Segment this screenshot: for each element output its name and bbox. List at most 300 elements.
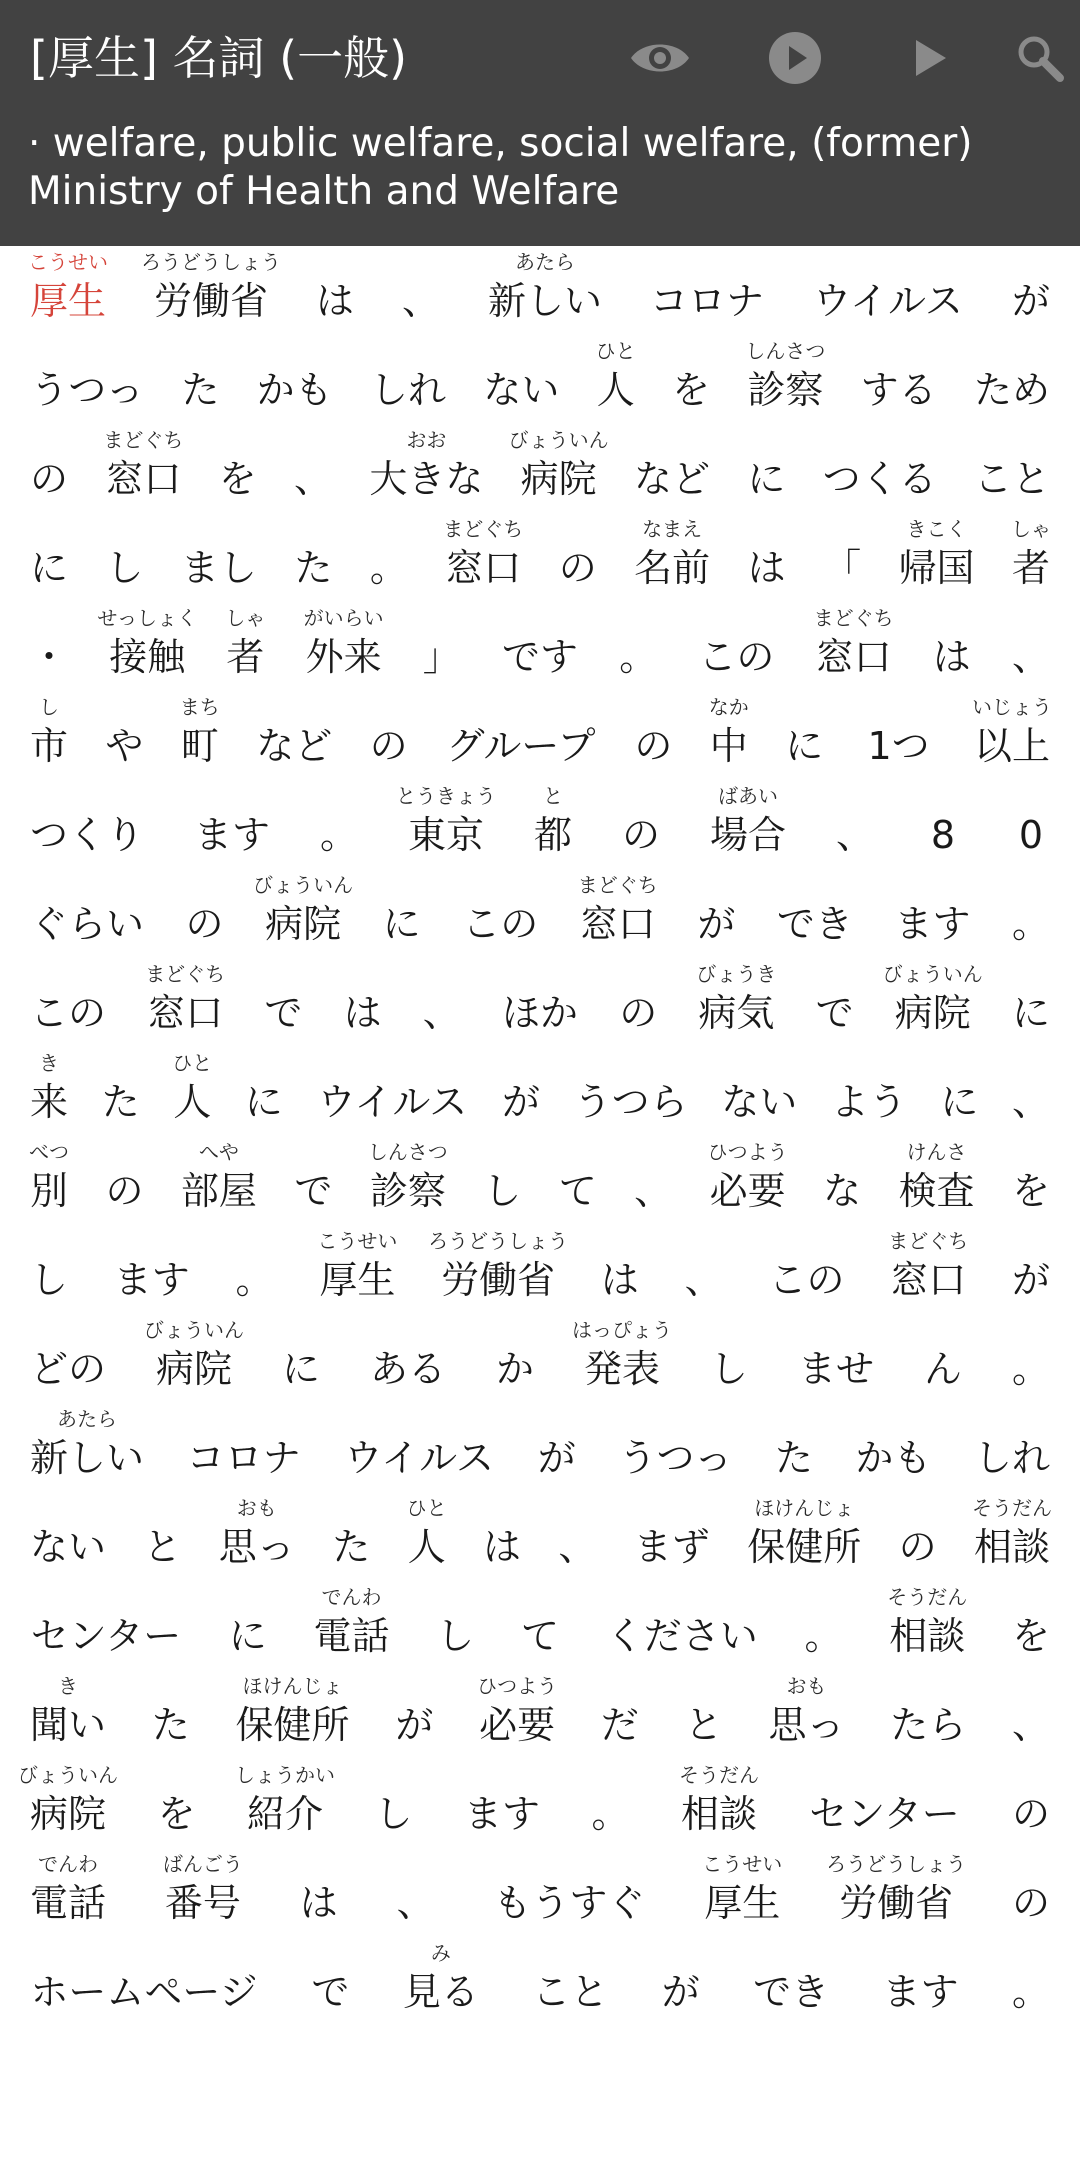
word-token[interactable] [710, 691, 748, 780]
word-text: 。 [1012, 1970, 1051, 2014]
word-token[interactable] [1012, 513, 1050, 602]
word-token[interactable] [18, 1759, 118, 1848]
word-token[interactable] [601, 1225, 639, 1314]
furigana: おも [786, 1674, 827, 1698]
word-token[interactable] [445, 691, 597, 780]
word-token[interactable] [634, 1492, 710, 1581]
furigana: ろうどうしょう [428, 1229, 569, 1253]
word-token[interactable] [443, 513, 524, 602]
word-token[interactable] [672, 335, 710, 424]
word-token[interactable] [264, 958, 302, 1047]
word-token[interactable] [1012, 602, 1050, 691]
word-token[interactable] [423, 958, 461, 1047]
word-text: もうすぐ [493, 1881, 646, 1925]
word-token[interactable] [423, 602, 461, 691]
word-token[interactable] [30, 335, 144, 424]
word-text: 労働省 [441, 1258, 556, 1302]
word-token[interactable] [534, 780, 572, 869]
word-token[interactable] [320, 780, 358, 869]
word-token[interactable] [219, 424, 257, 513]
word-token[interactable] [370, 1314, 446, 1403]
furigana: そうだん [679, 1763, 759, 1787]
word-token[interactable] [370, 513, 408, 602]
search-icon[interactable] [1000, 18, 1080, 98]
word-token[interactable] [314, 1581, 390, 1670]
word-token[interactable] [1012, 1759, 1050, 1848]
text-line [0, 958, 1080, 1047]
word-token[interactable] [30, 1492, 106, 1581]
word-token[interactable] [294, 513, 332, 602]
word-token[interactable] [940, 1047, 978, 1136]
word-token[interactable] [1012, 1136, 1050, 1225]
word-token[interactable] [619, 958, 657, 1047]
word-text: の [634, 724, 673, 768]
word-token[interactable] [1012, 869, 1050, 958]
word-token[interactable] [707, 1136, 788, 1225]
furigana: びょういん [882, 962, 983, 986]
word-token[interactable] [30, 1937, 258, 2026]
word-token[interactable] [924, 1314, 962, 1403]
word-token[interactable] [30, 869, 144, 958]
word-token[interactable] [143, 1492, 181, 1581]
word-token[interactable] [317, 1225, 398, 1314]
text-line [0, 246, 1080, 335]
word-token[interactable] [395, 1670, 433, 1759]
word-token[interactable] [559, 1136, 597, 1225]
word-token[interactable] [181, 513, 257, 602]
word-token[interactable] [303, 602, 384, 691]
word-token[interactable] [502, 1047, 540, 1136]
word-token[interactable] [883, 1937, 959, 2026]
word-token[interactable] [97, 602, 197, 691]
word-token[interactable] [747, 1492, 861, 1581]
word-token[interactable] [158, 1759, 196, 1848]
word-token[interactable] [294, 424, 332, 513]
word-token[interactable] [861, 335, 937, 424]
word-token[interactable] [685, 1225, 723, 1314]
word-token[interactable] [1012, 246, 1050, 335]
furigana: あたら [515, 250, 575, 274]
word-token[interactable] [650, 246, 764, 335]
word-text: 。 [591, 1792, 630, 1836]
word-token[interactable] [30, 958, 106, 1047]
word-token[interactable] [187, 1403, 301, 1492]
word-token[interactable] [592, 1759, 630, 1848]
word-token[interactable] [559, 513, 597, 602]
word-token[interactable] [1012, 1314, 1050, 1403]
furigana: びょういん [508, 428, 609, 452]
furigana: しょうかい [235, 1763, 335, 1787]
word-token[interactable] [899, 1492, 937, 1581]
word-token[interactable] [436, 1581, 474, 1670]
word-token[interactable] [30, 1225, 68, 1314]
word-text: ウイルス [344, 1436, 494, 1480]
word-token[interactable] [408, 1492, 446, 1581]
word-text: な [823, 1169, 862, 1213]
word-text: の [558, 546, 597, 590]
word-text: 帰国 [898, 546, 975, 590]
word-text: に [228, 1614, 267, 1658]
word-token[interactable] [538, 1403, 576, 1492]
furigana: まどぐち [145, 962, 226, 986]
furigana: まち [179, 695, 220, 719]
furigana: ひつよう [477, 1674, 558, 1698]
word-token[interactable] [768, 1225, 844, 1314]
word-token[interactable] [257, 335, 333, 424]
word-token[interactable] [924, 780, 962, 869]
word-token[interactable] [152, 1670, 190, 1759]
word-token[interactable] [229, 1581, 267, 1670]
word-text: を [157, 1792, 196, 1836]
word-token[interactable] [367, 1136, 448, 1225]
word-token[interactable] [173, 1047, 211, 1136]
word-text: 、 [634, 1169, 673, 1213]
word-token[interactable] [462, 869, 538, 958]
word-token[interactable] [696, 958, 777, 1047]
word-token[interactable] [861, 691, 937, 780]
word-token[interactable] [488, 246, 602, 335]
word-token[interactable] [721, 1047, 797, 1136]
word-text: 窓口 [147, 991, 224, 1035]
word-token[interactable] [464, 1759, 540, 1848]
word-token[interactable] [236, 1225, 274, 1314]
word-token[interactable] [396, 780, 496, 869]
word-token[interactable] [369, 424, 483, 513]
word-text: に [940, 1080, 979, 1124]
word-token[interactable] [428, 1225, 569, 1314]
word-token[interactable] [745, 335, 826, 424]
text-line [0, 691, 1080, 780]
word-text: 1つ [867, 724, 930, 768]
word-text: つくり [30, 813, 145, 857]
word-token[interactable] [974, 1492, 1050, 1581]
word-text: ます [194, 813, 271, 857]
word-token[interactable] [144, 1314, 244, 1403]
word-token[interactable] [798, 1314, 874, 1403]
word-token[interactable] [826, 1848, 967, 1937]
word-token[interactable] [383, 869, 421, 958]
word-text: 相談 [974, 1525, 1051, 1569]
word-text: 思っ [218, 1525, 295, 1569]
word-text: 厚生 [704, 1881, 781, 1925]
furigana: はっぴょう [572, 1318, 672, 1342]
word-token[interactable] [710, 1314, 748, 1403]
word-token[interactable] [618, 1403, 732, 1492]
word-token[interactable] [1012, 780, 1050, 869]
word-token[interactable] [219, 1492, 295, 1581]
word-token[interactable] [502, 602, 578, 691]
word-token[interactable] [823, 424, 937, 513]
word-token[interactable] [775, 1403, 813, 1492]
word-token[interactable] [882, 958, 983, 1047]
word-token[interactable] [1012, 1581, 1050, 1670]
word-token[interactable] [181, 335, 219, 424]
play-icon[interactable] [890, 18, 970, 98]
word-token[interactable] [785, 691, 823, 780]
word-token[interactable] [181, 1136, 257, 1225]
word-token[interactable] [768, 1670, 844, 1759]
word-text: て [521, 1614, 560, 1658]
word-token[interactable] [496, 1314, 534, 1403]
text-line [0, 513, 1080, 602]
word-token[interactable] [1012, 1937, 1050, 2026]
word-token[interactable] [974, 1403, 1050, 1492]
word-text: センター [30, 1614, 182, 1658]
word-token[interactable] [30, 1136, 68, 1225]
word-token[interactable] [402, 246, 440, 335]
word-text: だ [600, 1703, 639, 1747]
word-token[interactable] [662, 1937, 700, 2026]
word-token[interactable] [681, 1759, 757, 1848]
word-token[interactable] [508, 424, 609, 513]
word-token[interactable] [634, 424, 710, 513]
word-text: しれ [974, 1436, 1051, 1480]
text-line [0, 1759, 1080, 1848]
word-text: が [537, 1436, 576, 1480]
word-text: 者 [1012, 546, 1051, 590]
word-text: 診察 [369, 1169, 446, 1213]
word-token[interactable] [253, 869, 354, 958]
word-text: 窓口 [579, 902, 656, 946]
word-token[interactable] [634, 513, 710, 602]
word-text: 労働省 [154, 279, 269, 323]
word-text: 別 [30, 1169, 69, 1213]
word-token[interactable] [855, 1403, 931, 1492]
word-token[interactable] [105, 513, 143, 602]
word-token[interactable] [397, 1848, 435, 1937]
word-token[interactable] [105, 1136, 143, 1225]
word-token[interactable] [601, 1670, 639, 1759]
word-token[interactable] [30, 1670, 106, 1759]
word-token[interactable] [30, 513, 68, 602]
word-token[interactable] [748, 513, 786, 602]
word-text: ませ [798, 1347, 875, 1391]
word-token[interactable] [30, 1047, 68, 1136]
word-token[interactable] [1012, 1848, 1050, 1937]
word-text: 病院 [265, 902, 342, 946]
word-token[interactable] [30, 602, 68, 691]
word-token[interactable] [899, 1136, 975, 1225]
word-text: 8 [930, 813, 956, 857]
word-token[interactable] [493, 1848, 645, 1937]
word-token[interactable] [697, 869, 735, 958]
word-token[interactable] [30, 1581, 182, 1670]
word-text: は [600, 1258, 639, 1302]
word-text: 、 [684, 1258, 723, 1302]
word-token[interactable] [1012, 1670, 1050, 1759]
word-token[interactable] [30, 424, 68, 513]
word-text: 」 [422, 635, 461, 679]
word-token[interactable] [294, 1136, 332, 1225]
word-token[interactable] [226, 602, 264, 691]
word-token[interactable] [753, 1937, 829, 2026]
furigana: ほけんじょ [242, 1674, 343, 1698]
word-token[interactable] [300, 1848, 338, 1937]
word-token[interactable] [812, 246, 964, 335]
word-token[interactable] [343, 1403, 495, 1492]
word-token[interactable] [577, 869, 658, 958]
word-token[interactable] [30, 780, 144, 869]
word-token[interactable] [483, 1492, 521, 1581]
word-token[interactable] [831, 1047, 907, 1136]
word-text: 思っ [768, 1703, 845, 1747]
word-token[interactable] [606, 1581, 758, 1670]
furigana: ひと [406, 1496, 447, 1520]
text-line [0, 1225, 1080, 1314]
word-token[interactable] [777, 869, 853, 958]
word-token[interactable] [316, 1047, 468, 1136]
word-text: し [105, 546, 144, 590]
furigana: そうだん [887, 1585, 968, 1609]
furigana: ばあい [718, 784, 778, 808]
word-text: 紹介 [247, 1792, 324, 1836]
word-text: は [483, 1525, 522, 1569]
word-token[interactable] [558, 1492, 596, 1581]
word-token[interactable] [256, 691, 332, 780]
word-text: 「 [823, 546, 862, 590]
selected-word[interactable] [30, 246, 106, 335]
word-token[interactable] [245, 1047, 283, 1136]
word-token[interactable] [30, 691, 68, 780]
word-token[interactable] [344, 958, 382, 1047]
word-token[interactable] [1012, 958, 1050, 1047]
word-token[interactable] [823, 513, 861, 602]
word-token[interactable] [574, 1047, 688, 1136]
word-token[interactable] [597, 335, 635, 424]
word-text: 大きな [369, 457, 484, 501]
word-token[interactable] [181, 691, 219, 780]
word-token[interactable] [483, 335, 559, 424]
word-token[interactable] [933, 602, 971, 691]
word-token[interactable] [282, 1314, 320, 1403]
word-text: でき [753, 1970, 830, 2014]
word-text: など [634, 457, 711, 501]
word-token[interactable] [809, 1759, 961, 1848]
word-text: 。 [1012, 902, 1051, 946]
word-token[interactable] [145, 958, 226, 1047]
word-token[interactable] [805, 1581, 843, 1670]
word-token[interactable] [702, 1848, 783, 1937]
furigana: まどぐち [813, 606, 894, 630]
furigana: へや [198, 1140, 239, 1164]
word-text: が [395, 1703, 434, 1747]
word-text: ため [974, 368, 1051, 412]
word-token[interactable] [685, 1670, 723, 1759]
word-text: と [143, 1525, 182, 1569]
word-text: に [1012, 991, 1051, 1035]
word-token[interactable] [403, 1937, 479, 2026]
word-token[interactable] [813, 602, 894, 691]
word-token[interactable] [816, 958, 854, 1047]
word-text: コロナ [650, 279, 765, 323]
word-token[interactable] [710, 780, 786, 869]
furigana: おも [236, 1496, 277, 1520]
word-text: は [343, 991, 382, 1035]
word-token[interactable] [572, 1314, 672, 1403]
word-token[interactable] [890, 1670, 966, 1759]
word-token[interactable] [974, 424, 1050, 513]
word-token[interactable] [974, 691, 1050, 780]
furigana: がいらい [303, 606, 384, 630]
definition-text: · welfare, public welfare, social welfare, (former) Ministry of Health and Welfare [28, 121, 973, 214]
word-token[interactable] [887, 1581, 968, 1670]
word-text: 厚生 [30, 279, 107, 323]
word-token[interactable] [162, 1848, 243, 1937]
word-text: ない [30, 1525, 107, 1569]
word-text: 東京 [408, 813, 485, 857]
word-token[interactable] [502, 958, 578, 1047]
word-token[interactable] [311, 1937, 349, 2026]
word-text: 聞い [30, 1703, 107, 1747]
word-token[interactable] [619, 602, 657, 691]
furigana: びょうき [696, 962, 777, 986]
word-token[interactable] [634, 1136, 672, 1225]
word-token[interactable] [532, 1937, 608, 2026]
word-token[interactable] [370, 335, 446, 424]
word-token[interactable] [477, 1670, 558, 1759]
eye-icon[interactable] [620, 18, 700, 98]
word-token[interactable] [899, 513, 975, 602]
word-text: し [483, 1169, 522, 1213]
word-token[interactable] [141, 246, 281, 335]
word-token[interactable] [521, 1581, 559, 1670]
word-text: の [369, 724, 408, 768]
word-token[interactable] [836, 780, 874, 869]
word-text: て [558, 1169, 597, 1213]
word-token[interactable] [186, 869, 224, 958]
word-text: た [294, 546, 333, 590]
word-token[interactable] [236, 1670, 350, 1759]
word-token[interactable] [114, 1225, 190, 1314]
word-token[interactable] [634, 691, 672, 780]
word-token[interactable] [370, 691, 408, 780]
word-token[interactable] [103, 424, 184, 513]
word-token[interactable] [105, 691, 143, 780]
word-text: を [218, 457, 257, 501]
word-token[interactable] [30, 1848, 106, 1937]
furigana: でんわ [38, 1852, 98, 1876]
word-token[interactable] [747, 424, 785, 513]
word-token[interactable] [235, 1759, 335, 1848]
word-text: かも [855, 1436, 932, 1480]
word-token[interactable] [483, 1136, 521, 1225]
word-text: 。 [235, 1258, 274, 1302]
word-token[interactable] [316, 246, 354, 335]
word-token[interactable] [1012, 1225, 1050, 1314]
word-token[interactable] [894, 869, 970, 958]
word-token[interactable] [375, 1759, 413, 1848]
word-token[interactable] [888, 1225, 969, 1314]
word-text: と [684, 1703, 723, 1747]
word-text: 労働省 [839, 1881, 954, 1925]
word-token[interactable] [974, 335, 1050, 424]
word-text: ・ [30, 635, 69, 679]
word-token[interactable] [698, 602, 774, 691]
word-token[interactable] [332, 1492, 370, 1581]
word-token[interactable] [30, 1403, 144, 1492]
word-text: でき [776, 902, 853, 946]
play-circle-icon[interactable] [755, 18, 835, 98]
word-token[interactable] [194, 780, 270, 869]
word-text: 窓口 [105, 457, 182, 501]
word-token[interactable] [1012, 1047, 1050, 1136]
text-line [0, 1047, 1080, 1136]
text-line [0, 1848, 1080, 1937]
word-token[interactable] [622, 780, 660, 869]
word-token[interactable] [823, 1136, 861, 1225]
word-token[interactable] [30, 1314, 106, 1403]
word-text: は [747, 546, 786, 590]
